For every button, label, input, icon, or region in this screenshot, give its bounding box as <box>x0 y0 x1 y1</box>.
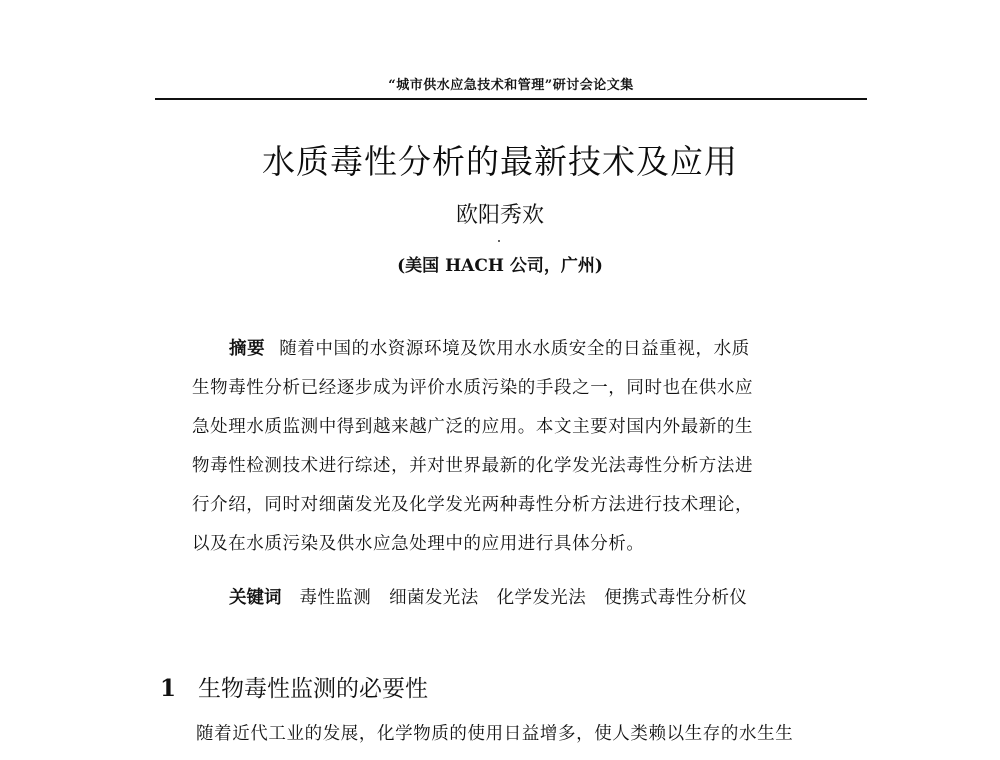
abstract-line: 以及在水质污染及供水应急处理中的应用进行具体分析。 <box>192 534 645 554</box>
abstract-line: 行介绍，同时对细菌发光及化学发光两种毒性分析方法进行技术理论， <box>192 495 754 515</box>
keyword: 细菌发光法 <box>389 588 479 608</box>
paper-author: 欧阳秀欢 <box>455 203 544 228</box>
scan-speck <box>498 240 500 242</box>
section-title: 生物毒性监测的必要性 <box>198 676 428 702</box>
paper-affiliation: (美国 HACH 公司，广州) <box>397 256 603 276</box>
body-text-line: 随着近代工业的发展，化学物质的使用日益增多，使人类赖以生存的水生生 <box>196 724 794 744</box>
keyword: 毒性监测 <box>299 588 372 608</box>
abstract-line: 生物毒性分析已经逐步成为评价水质污染的手段之一，同时也在供水应 <box>192 378 754 398</box>
abstract-line <box>192 330 842 369</box>
section-heading <box>160 670 428 703</box>
section-number: 1 <box>160 675 177 702</box>
abstract-line: 急处理水质监测中得到越来越广泛的应用。本文主要对国内外最新的生 <box>192 417 754 437</box>
running-header: “城市供水应急技术和管理”研讨会论文集 <box>388 78 634 93</box>
abstract-label: 摘要 <box>229 339 266 359</box>
abstract <box>192 330 842 564</box>
keywords <box>229 582 765 614</box>
keyword: 化学发光法 <box>496 588 587 608</box>
abstract-line-text: 随着中国的水资源环境及饮用水水质安全的日益重视，水质 <box>279 339 750 359</box>
paper-title: 水质毒性分析的最新技术及应用 <box>262 142 738 181</box>
keyword: 便携式毒性分析仪 <box>604 588 748 608</box>
keywords-label: 关键词 <box>229 588 282 608</box>
abstract-line: 物毒性检测技术进行综述，并对世界最新的化学发光法毒性分析方法进 <box>192 456 754 476</box>
header-rule <box>155 98 867 100</box>
